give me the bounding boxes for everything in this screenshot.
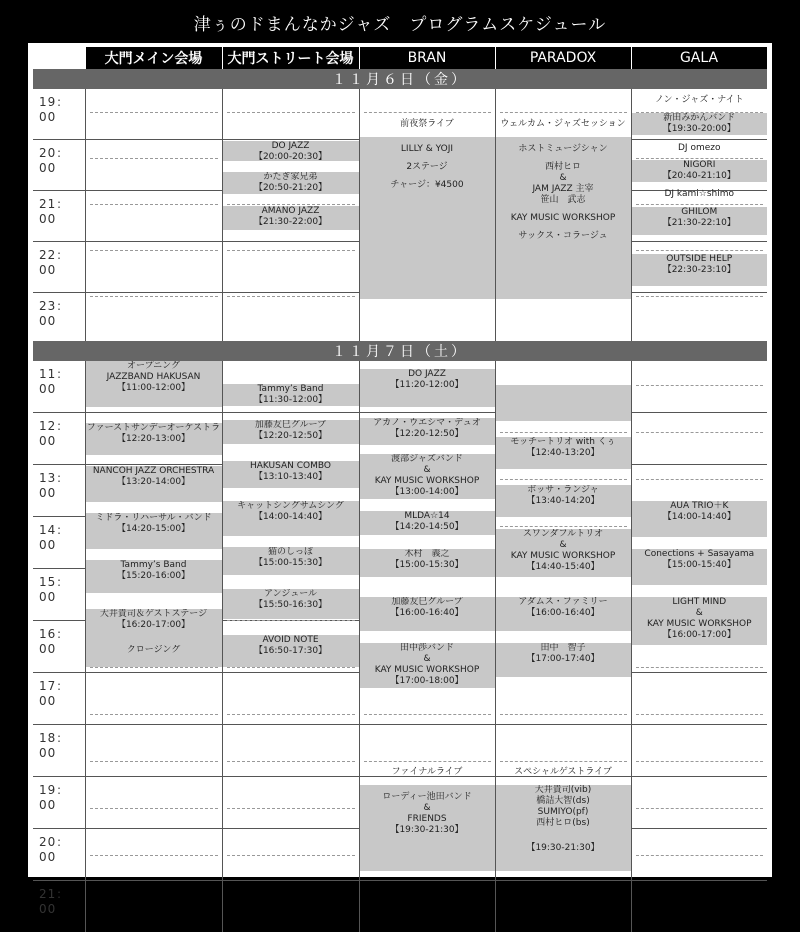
- event-text: 大井貴司＆ゲストステージ: [100, 609, 207, 620]
- slot-cell: [631, 465, 767, 517]
- event-text: ローディー池田バンド: [382, 792, 471, 803]
- time-label: 14：00: [33, 517, 85, 569]
- event-text: スワンダフルトリオ: [523, 529, 603, 540]
- event-text: モッチートリオ with くぅ: [510, 437, 615, 448]
- venue-column-2: [359, 89, 495, 140]
- event-text: NIGORI: [683, 160, 715, 171]
- event-text: 【15:00-15:40】: [663, 560, 736, 571]
- slot-cell: [85, 569, 222, 621]
- hour-row: [33, 673, 767, 725]
- event-text: AUA TRIO＋K: [670, 501, 728, 512]
- event-text: 西村ヒロ(bs): [536, 818, 589, 829]
- time-label: 16：00: [33, 621, 85, 673]
- event-text: JAZZBAND HAKUSAN: [107, 372, 201, 383]
- event-text: ウェルカム・ジャズセッション: [500, 119, 625, 130]
- slot-cell: [631, 777, 767, 829]
- event-text: 【14:20-15:00】: [117, 524, 190, 535]
- event-text: 【15:50-16:30】: [254, 600, 327, 611]
- venue-column-0: [85, 361, 222, 413]
- event-text: 【22:30-23:10】: [663, 265, 736, 276]
- venue-column-1: [222, 89, 359, 140]
- event-text: KAY MUSIC WORKSHOP: [511, 551, 616, 562]
- event-block: [632, 89, 768, 111]
- event-text: HAKUSAN COMBO: [250, 461, 331, 472]
- hour-row: [33, 293, 767, 344]
- event-text: 新田みかんバンド: [663, 113, 735, 124]
- event-text: クロージング: [127, 645, 180, 656]
- time-label: 17：00: [33, 673, 85, 725]
- hour-row: [33, 777, 767, 829]
- event-text: 【14:40-15:40】: [526, 562, 599, 573]
- event-block: [496, 113, 631, 135]
- event-block: [223, 384, 359, 406]
- time-label: 18：00: [33, 725, 85, 777]
- half-hour-guide: [90, 112, 218, 113]
- venue-header: GALA: [631, 47, 767, 69]
- schedule-board: [28, 43, 772, 877]
- slot-cell: [631, 569, 767, 621]
- event-text: KAY MUSIC WORKSHOP: [511, 213, 616, 224]
- slot-cell: [359, 673, 495, 725]
- event-text: 【14:20-14:50】: [390, 522, 463, 533]
- slot-cell: [359, 569, 495, 621]
- time-label: 12：00: [33, 413, 85, 465]
- slot-cell: [222, 777, 359, 829]
- event-text: 田中 智子: [540, 643, 585, 654]
- time-label: 20：00: [33, 829, 85, 881]
- event-text: 【21:30-22:10】: [663, 218, 736, 229]
- event-text: 【12:20-13:00】: [117, 434, 190, 445]
- event-text: 【20:40-21:10】: [663, 171, 736, 182]
- slot-cell: [631, 621, 767, 673]
- half-hour-guide: [227, 112, 355, 113]
- slot-cell: [85, 673, 222, 725]
- half-hour-guide: [636, 385, 764, 386]
- slot-cell: [495, 621, 631, 673]
- slot-cell: [222, 242, 359, 293]
- slot-cell: [631, 881, 767, 932]
- slot-cell: [495, 191, 631, 242]
- event-text: &: [423, 465, 430, 476]
- slot-cell: [222, 140, 359, 191]
- slot-cell: [631, 725, 767, 777]
- slot-cell: [359, 621, 495, 673]
- event-block: [360, 369, 495, 407]
- event-text: 【19:30-20:00】: [663, 124, 736, 135]
- event-block: [86, 361, 222, 407]
- event-text: ミドラ・リハーサル・バンド: [95, 513, 211, 524]
- slot-cell: [359, 725, 495, 777]
- event-text: スペシャルゲストライブ: [514, 767, 612, 778]
- time-label: 19：00: [33, 89, 85, 140]
- event-text: 【20:00-20:30】: [254, 152, 327, 161]
- venue-column-1: [222, 361, 359, 413]
- event-text: 渡部ジャズバンド: [391, 454, 463, 465]
- event-text: &: [423, 803, 430, 814]
- slot-cell: [85, 191, 222, 242]
- event-text: 西村ヒロ: [545, 162, 581, 173]
- event-text: 【13:10-13:40】: [254, 472, 327, 483]
- venue-header: BRAN: [359, 47, 495, 69]
- event-text: オープニング: [127, 361, 180, 372]
- event-text: 【14:00-14:40】: [254, 512, 327, 523]
- event-text: 【12:20-12:50】: [390, 429, 463, 440]
- event-block: [632, 113, 768, 135]
- event-text: 【16:00-16:40】: [390, 608, 463, 619]
- slot-cell: [359, 881, 495, 932]
- slot-cell: [495, 777, 631, 829]
- time-label: 23：00: [33, 293, 85, 344]
- slot-cell: [495, 673, 631, 725]
- event-text: アカノ・ウエシマ・デュオ: [373, 418, 481, 429]
- hour-row: [33, 569, 767, 621]
- event-text: 【11:00-12:00】: [117, 383, 190, 394]
- hour-row: [33, 517, 767, 569]
- event-text: 【13:00-14:00】: [390, 487, 463, 498]
- slot-cell: [85, 242, 222, 293]
- slot-cell: [359, 465, 495, 517]
- slot-cell: [85, 517, 222, 569]
- slot-cell: [222, 881, 359, 932]
- event-text: 【19:30-21:30】: [390, 825, 463, 836]
- event-text: DJ omezo: [678, 143, 721, 154]
- time-label: 21：00: [33, 191, 85, 242]
- day-header-row: [33, 341, 767, 361]
- event-text: Tammy’s Band: [121, 560, 187, 571]
- event-text: 【16:00-16:40】: [526, 608, 599, 619]
- event-text: チャージ：¥4500: [390, 180, 463, 191]
- event-text: 【12:20-12:50】: [254, 431, 327, 442]
- event-text: 2ステージ: [406, 162, 447, 173]
- slot-cell: [359, 293, 495, 344]
- slot-cell: [359, 191, 495, 242]
- slot-cell: [631, 293, 767, 344]
- event-text: ファーストサンデーオーケストラ: [87, 423, 220, 434]
- event-text: 【16:20-17:00】: [117, 620, 190, 631]
- venue-column-4: [631, 361, 767, 413]
- event-text: &: [559, 540, 566, 551]
- page-title: 津ぅのドまんなかジャズ プログラムスケジュール: [0, 10, 800, 35]
- time-label: 13：00: [33, 465, 85, 517]
- slot-cell: [85, 725, 222, 777]
- time-label: 21：00: [33, 881, 85, 932]
- slot-cell: [222, 621, 359, 673]
- slot-cell: [85, 621, 222, 673]
- slot-cell: [631, 191, 767, 242]
- hour-row: [33, 140, 767, 191]
- venue-header: 大門メイン会場: [85, 47, 222, 69]
- venue-column-4: [631, 89, 767, 140]
- event-text: 田中渉バンド: [400, 643, 454, 654]
- slot-cell: [631, 673, 767, 725]
- event-text: 猫のしっぽ: [268, 547, 313, 558]
- hour-row: [33, 621, 767, 673]
- day-label: １１月７日（土）: [33, 341, 767, 361]
- slot-cell: [85, 413, 222, 465]
- slot-cell: [495, 465, 631, 517]
- event-text: ボッサ・ランジャ: [527, 485, 599, 496]
- slot-cell: [359, 829, 495, 881]
- venue-column-3: [495, 361, 631, 413]
- venue-column-3: [495, 89, 631, 140]
- slot-cell: [495, 881, 631, 932]
- slot-cell: [631, 242, 767, 293]
- slot-cell: [222, 413, 359, 465]
- event-text: AMANO JAZZ: [262, 206, 320, 217]
- event-text: LILLY & YOJI: [401, 144, 453, 155]
- event-text: DO JAZZ: [408, 369, 446, 380]
- event-text: 橋詰大智(ds): [536, 796, 589, 807]
- event-text: 加藤友巳グループ: [391, 597, 462, 608]
- time-label: 11：00: [33, 361, 85, 413]
- event-text: 【11:30-12:00】: [254, 395, 327, 406]
- event-text: Tammy’s Band: [258, 384, 324, 395]
- event-text: ノン・ジャズ・ナイト: [655, 95, 744, 106]
- event-text: ホストミュージシャン: [518, 144, 607, 155]
- event-text: NANCOH JAZZ ORCHESTRA: [93, 466, 214, 477]
- event-text: GHILOM: [681, 207, 717, 218]
- event-text: 【15:20-16:00】: [117, 571, 190, 582]
- event-text: 【20:50-21:20】: [254, 183, 327, 194]
- venue-column-0: [85, 89, 222, 140]
- event-text: 大井貴司(vib): [535, 785, 592, 796]
- slot-cell: [222, 673, 359, 725]
- event-text: 【14:00-14:40】: [663, 512, 736, 523]
- slot-cell: [495, 413, 631, 465]
- slot-cell: [85, 465, 222, 517]
- event-text: KAY MUSIC WORKSHOP: [375, 476, 480, 487]
- slot-cell: [85, 881, 222, 932]
- slot-cell: [495, 242, 631, 293]
- event-text: 【15:00-15:30】: [390, 560, 463, 571]
- hour-row: [33, 361, 767, 413]
- event-text: 【11:20-12:00】: [390, 380, 463, 391]
- hour-row: [33, 881, 767, 932]
- time-label: 20：00: [33, 140, 85, 191]
- event-text: 【19:30-21:30】: [526, 843, 599, 854]
- event-text: SUMIYO(pf): [538, 807, 589, 818]
- venue-column-2: [359, 361, 495, 413]
- venue-header-row: [33, 47, 767, 69]
- event-text: 【17:00-17:40】: [526, 654, 599, 665]
- event-text: 【16:50-17:30】: [254, 646, 327, 657]
- slot-cell: [222, 517, 359, 569]
- slot-cell: [631, 413, 767, 465]
- slot-cell: [222, 191, 359, 242]
- day2-table: [33, 341, 767, 932]
- event-text: AVOID NOTE: [262, 635, 318, 646]
- slot-cell: [359, 777, 495, 829]
- event-text: DO JAZZ: [272, 141, 310, 152]
- slot-cell: [495, 517, 631, 569]
- slot-cell: [631, 517, 767, 569]
- day-header-row: [33, 69, 767, 89]
- event-text: 加藤友巳グループ: [255, 420, 326, 431]
- event-text: 【13:20-14:00】: [117, 477, 190, 488]
- slot-cell: [85, 829, 222, 881]
- header-blank: [33, 47, 85, 69]
- slot-cell: [222, 569, 359, 621]
- event-text: 【12:40-13:20】: [526, 448, 599, 459]
- slot-cell: [222, 829, 359, 881]
- event-text: かたぎ家兄弟: [263, 172, 317, 183]
- event-text: JAM JAZZ 主宰: [532, 184, 593, 195]
- slot-cell: [359, 242, 495, 293]
- slot-cell: [631, 140, 767, 191]
- slot-cell: [359, 517, 495, 569]
- hour-row: [33, 725, 767, 777]
- event-text: 【15:00-15:30】: [254, 558, 327, 569]
- event-text: MLDA☆14: [404, 511, 449, 522]
- slot-cell: [495, 140, 631, 191]
- event-text: 笹山 武志: [540, 195, 585, 206]
- event-text: 【21:30-22:00】: [254, 217, 327, 228]
- slot-cell: [359, 140, 495, 191]
- time-label: 19：00: [33, 777, 85, 829]
- event-text: &: [696, 608, 703, 619]
- slot-cell: [85, 777, 222, 829]
- event-text: サックス・コラージュ: [518, 231, 607, 242]
- hour-row: [33, 413, 767, 465]
- slot-cell: [495, 569, 631, 621]
- event-text: 【17:00-18:00】: [390, 676, 463, 687]
- hour-row: [33, 829, 767, 881]
- slot-cell: [85, 293, 222, 344]
- event-text: KAY MUSIC WORKSHOP: [647, 619, 752, 630]
- day1-table: [33, 47, 768, 343]
- event-text: 前夜祭ライブ: [400, 119, 453, 130]
- venue-header: 大門ストリート会場: [222, 47, 359, 69]
- slot-cell: [631, 829, 767, 881]
- venue-header: PARADOX: [495, 47, 631, 69]
- slot-cell: [222, 293, 359, 344]
- hour-row: [33, 191, 767, 242]
- event-text: DJ kami☆shimo: [664, 189, 734, 200]
- hour-row: [33, 465, 767, 517]
- hour-row: [33, 89, 767, 140]
- slot-cell: [85, 140, 222, 191]
- event-text: LIGHT MIND: [672, 597, 726, 608]
- event-text: 木村 義之: [404, 549, 449, 560]
- slot-cell: [495, 829, 631, 881]
- event-text: 【16:00-17:00】: [663, 630, 736, 641]
- event-text: キャットシングサムシング: [237, 501, 344, 512]
- event-text: Conections + Sasayama: [644, 549, 754, 560]
- event-text: &: [423, 654, 430, 665]
- day-label: １１月６日（金）: [33, 69, 767, 89]
- event-text: ファイナルライブ: [392, 767, 463, 778]
- time-label: 15：00: [33, 569, 85, 621]
- slot-cell: [359, 413, 495, 465]
- event-text: 【13:40-14:20】: [526, 496, 599, 507]
- event-block: [360, 113, 495, 135]
- slot-cell: [495, 725, 631, 777]
- event-text: &: [559, 173, 566, 184]
- time-label: 22：00: [33, 242, 85, 293]
- event-text: OUTSIDE HELP: [666, 254, 732, 265]
- slot-cell: [495, 293, 631, 344]
- slot-cell: [222, 465, 359, 517]
- event-text: アンジュール: [264, 589, 317, 600]
- event-text: アダムス・ファミリー: [518, 597, 607, 608]
- event-text: FRIENDS: [407, 814, 446, 825]
- hour-row: [33, 242, 767, 293]
- event-text: KAY MUSIC WORKSHOP: [375, 665, 480, 676]
- slot-cell: [222, 725, 359, 777]
